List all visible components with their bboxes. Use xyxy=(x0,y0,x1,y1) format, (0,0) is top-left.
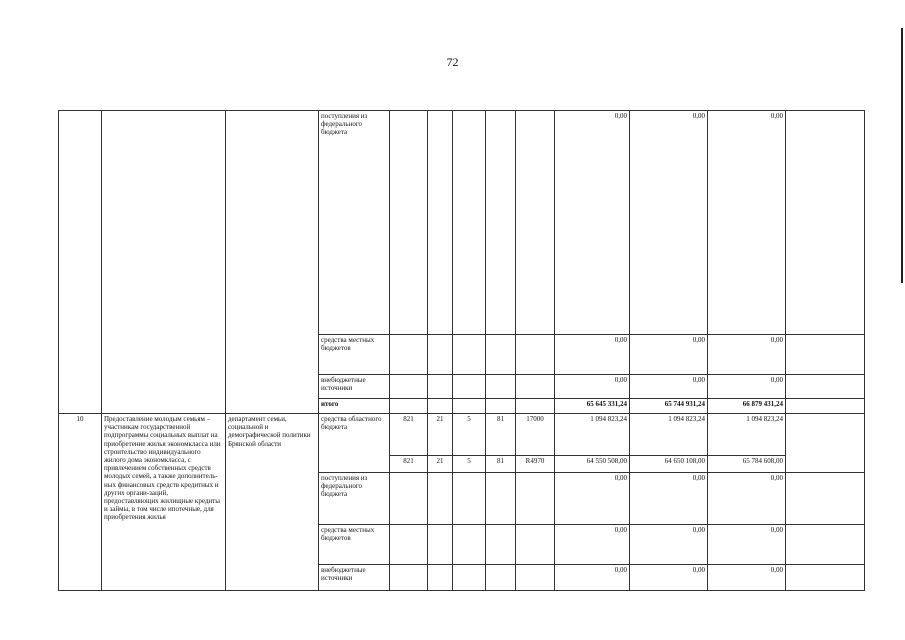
source-cell: поступления из федерального бюджета xyxy=(319,473,390,525)
scan-edge-mark xyxy=(901,28,903,283)
code-cell xyxy=(516,111,555,335)
value-cell: 1 094 823,24 xyxy=(708,414,786,456)
total-value: 65 645 331,24 xyxy=(555,399,630,414)
value-cell: 0,00 xyxy=(630,335,708,375)
value-cell: 0,00 xyxy=(708,335,786,375)
value-cell: 64 650 108,00 xyxy=(630,456,708,473)
code-cell xyxy=(453,111,486,335)
code-cell xyxy=(428,111,453,335)
value-cell: 65 784 608,00 xyxy=(708,456,786,473)
source-cell: средства областного бюджета xyxy=(319,414,390,473)
value-cell: 0,00 xyxy=(630,565,708,591)
budget-table xyxy=(58,110,865,591)
value-cell: 1 094 823,24 xyxy=(630,414,708,456)
value-cell: 0,00 xyxy=(708,525,786,565)
code-cell xyxy=(486,111,516,335)
code-cell: 5 xyxy=(453,414,486,456)
value-cell: 1 094 823,24 xyxy=(555,414,630,456)
value-cell: 0,00 xyxy=(555,473,630,525)
value-cell: 0,00 xyxy=(630,111,708,335)
total-value: 66 879 431,24 xyxy=(708,399,786,414)
value-cell: 0,00 xyxy=(630,473,708,525)
value-cell: 0,00 xyxy=(708,111,786,335)
note-cell xyxy=(786,111,865,335)
source-cell: средства местных бюджетов xyxy=(319,335,390,375)
value-cell: 0,00 xyxy=(708,375,786,399)
value-cell: 0,00 xyxy=(555,525,630,565)
item-number: 10 xyxy=(59,414,102,591)
name-cell xyxy=(102,111,226,414)
page-number: 72 xyxy=(446,55,459,69)
code-cell: 5 xyxy=(453,456,486,473)
source-cell: средства местных бюджетов xyxy=(319,525,390,565)
value-cell: 0,00 xyxy=(708,473,786,525)
code-cell: 17000 xyxy=(516,414,555,456)
value-cell: 0,00 xyxy=(630,375,708,399)
value-cell: 0,00 xyxy=(555,565,630,591)
code-cell xyxy=(390,111,428,335)
source-cell: внебюджетные источники xyxy=(319,375,390,399)
total-label: итого xyxy=(319,399,390,414)
source-cell: поступления из федерального бюджета xyxy=(319,111,390,335)
code-cell: 81 xyxy=(486,414,516,456)
item-executor: департамент семьи, социальной и демографической политики Брянской области xyxy=(226,414,319,591)
number-cell xyxy=(59,111,102,414)
value-cell: 0,00 xyxy=(708,565,786,591)
item-name: Предоставление молодым семьям – участникам государственной подпрограммы социальных выплат на приобретение жилья экономкласса или строительство индивидуального жилого дома экономкласса, с привлечением собственных средств молодых семей, а также дополнитель-ных финансовых средств кредитных и других органи-заций, предоставляющих жилищные кредиты и займы, в том числе ипотечные, для приобретения жилья xyxy=(102,414,226,591)
code-cell: R4970 xyxy=(516,456,555,473)
code-cell: 821 xyxy=(390,414,428,456)
source-cell: внебюджетные источники xyxy=(319,565,390,591)
code-cell: 21 xyxy=(428,414,453,456)
value-cell: 0,00 xyxy=(630,525,708,565)
value-cell: 0,00 xyxy=(555,375,630,399)
executor-cell xyxy=(226,111,319,414)
code-cell: 81 xyxy=(486,456,516,473)
code-cell: 821 xyxy=(390,456,428,473)
value-cell: 0,00 xyxy=(555,335,630,375)
total-value: 65 744 931,24 xyxy=(630,399,708,414)
table-row xyxy=(59,414,865,456)
value-cell: 64 550 508,00 xyxy=(555,456,630,473)
note-cell xyxy=(786,414,865,473)
code-cell: 21 xyxy=(428,456,453,473)
value-cell: 0,00 xyxy=(555,111,630,335)
table-row xyxy=(59,111,865,335)
